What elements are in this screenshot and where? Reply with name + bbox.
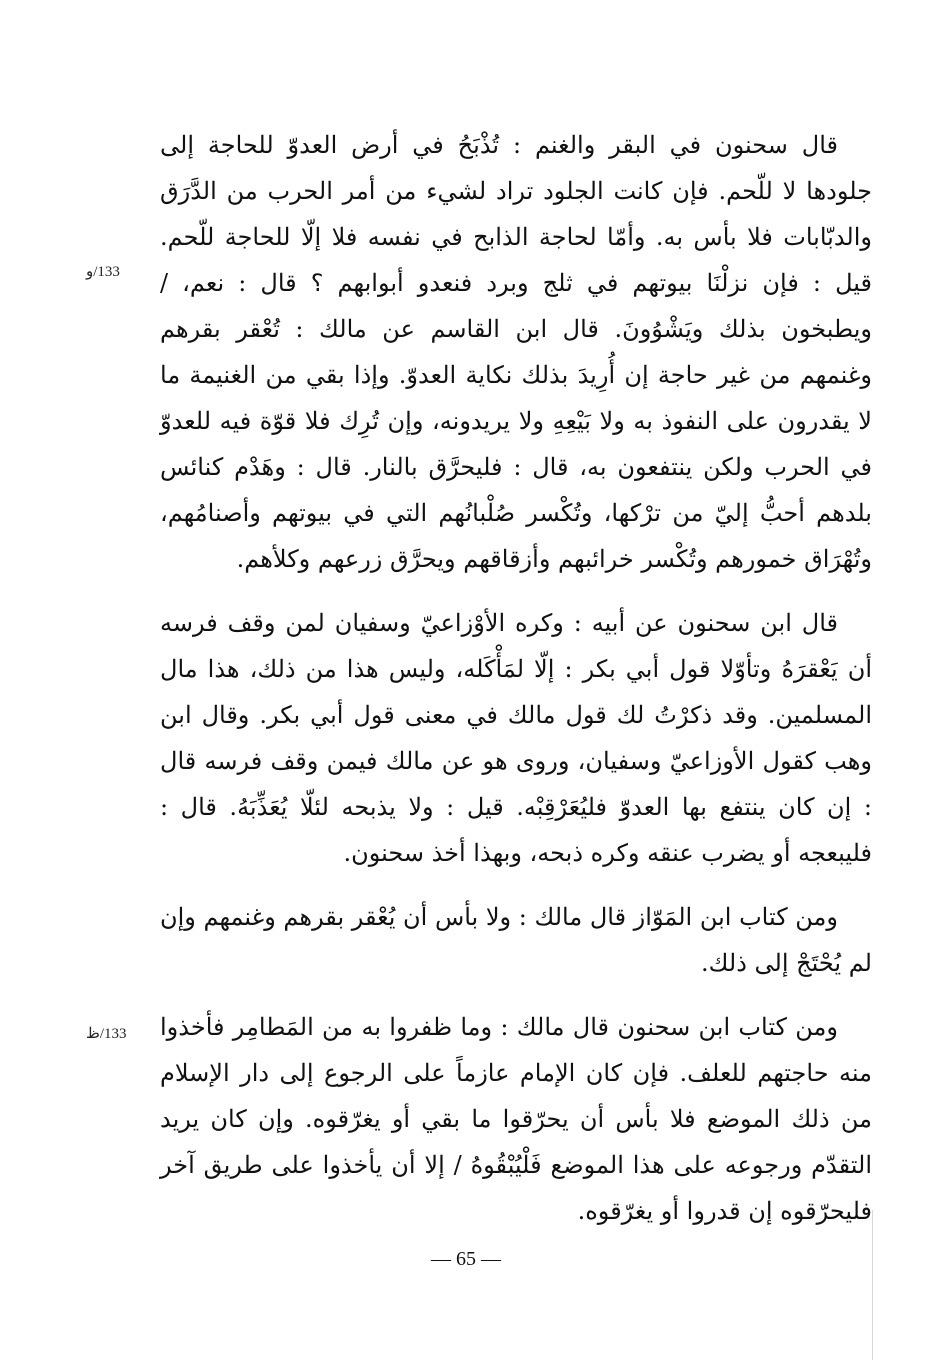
text-line: ومن كتاب ابن المَوّاز قال مالك : ولا بأس أن يُعْقر بقرهم وغنمهم وإن لم bbox=[160, 903, 872, 977]
text-line: العدوّ. وإذا بقي من الغنيمة ما لا يقدرون على النفوذ به ولا بَيْعِهِ ولا يريدونه، وإن bbox=[160, 361, 872, 435]
text-line: بيوتهم في ثلج وبرد فنعدو أبوابهم ؟ قال : نعم، / ويطبخون بذلك ويَشْوُونَ. قال bbox=[160, 269, 872, 343]
margin-note-folio-recto: 133/و bbox=[86, 264, 120, 280]
paragraph-2 bbox=[160, 600, 872, 876]
paragraph-4 bbox=[160, 1004, 872, 1234]
text-line: لا للّحم. فإن كانت الجلود تراد لشيء من أمر الحرب من الدَّرَق والدبّابات فلا bbox=[160, 177, 872, 251]
margin-note-folio-verso: 133/ظ bbox=[86, 1026, 127, 1042]
page-number: — 65 — bbox=[431, 1248, 501, 1270]
text-line: وأصنامُهم، وتُهْرَاق خمورهم وتُكْسر خرائبهم وأزقاقهم ويحرَّق زرعهم وكلأهم. bbox=[160, 499, 872, 573]
text-line: ابن القاسم عن مالك : تُعْقر بقرهم وغنمهم من غير حاجة إن أُرِيدَ بذلك نكاية bbox=[160, 315, 872, 389]
main-text bbox=[160, 122, 872, 1234]
text-line: ومن كتاب ابن سحنون قال مالك : وما ظفروا به من المَطامِر فأخذوا منه bbox=[160, 1013, 872, 1087]
text-line: قال ابن سحنون عن أبيه : وكره الأوْزاعيّ وسفيان لمن وقف فرسه أن يَعْقرَهُ bbox=[160, 609, 872, 683]
text-line: وسفيان، وروى هو عن مالك فيمن وقف فرسه قال : إن كان ينتفع بها العدوّ bbox=[160, 747, 872, 821]
text-line: وهَدْم كنائس بلدهم أحبُّ إليّ من ترْكها، وتُكْسر صُلْبانُهم التي في بيوتهم bbox=[160, 453, 872, 527]
text-line: الموضع فلا بأس أن يحرّقوا ما بقي أو يغرّقوه. وإن كان يريد التقدّم ورجوعه على bbox=[160, 1105, 872, 1179]
paragraph-1 bbox=[160, 122, 872, 582]
text-line: حاجتهم للعلف. فإن كان الإمام عازماً على الرجوع إلى دار الإسلام من ذلك bbox=[160, 1059, 872, 1133]
text-line: هذا الموضع فَلْيُبْقُوهُ / إلا أن يأخذوا على طريق آخر فليحرّقوه إن قدروا أو يغرّقوه. bbox=[160, 1151, 872, 1225]
text-line: يُحْتَجْ إلى ذلك. bbox=[701, 949, 842, 977]
text-line: وبهذا أخذ سحنون. bbox=[343, 839, 522, 867]
text-line: وتأوّلا قول أبي بكر : إلّا لمَأْكَله، وليس هذا من ذلك، هذا مال المسلمين. وقد bbox=[160, 655, 873, 729]
text-line: بأس به. وأمّا لحاجة الذابح في نفسه فلا إلّا للحاجة للّحم. قيل : فإن نزلْنَا bbox=[160, 223, 872, 297]
text-line: تُرِك فلا قوّة فيه للعدوّ في الحرب ولكن ينتفعون به، قال : فليحرَّق بالنار. قال : bbox=[160, 407, 872, 481]
text-line: فليُعَرْقِبْه. قيل : ولا يذبحه لئلّا يُعَذِّبَهُ. قال : فليبعجه أو يضرب عنقه وكره ذبحه، bbox=[160, 793, 872, 867]
text-line: ذكرْتُ لك قول مالك في معنى قول أبي بكر. وقال ابن وهب كقول الأوزاعيّ bbox=[160, 701, 872, 775]
text-line: قال سحنون في البقر والغنم : تُذْبَحُ في أرض العدوّ للحاجة إلى جلودها bbox=[160, 131, 872, 205]
paragraph-3 bbox=[160, 894, 872, 986]
scan-edge-line bbox=[872, 1210, 873, 1360]
